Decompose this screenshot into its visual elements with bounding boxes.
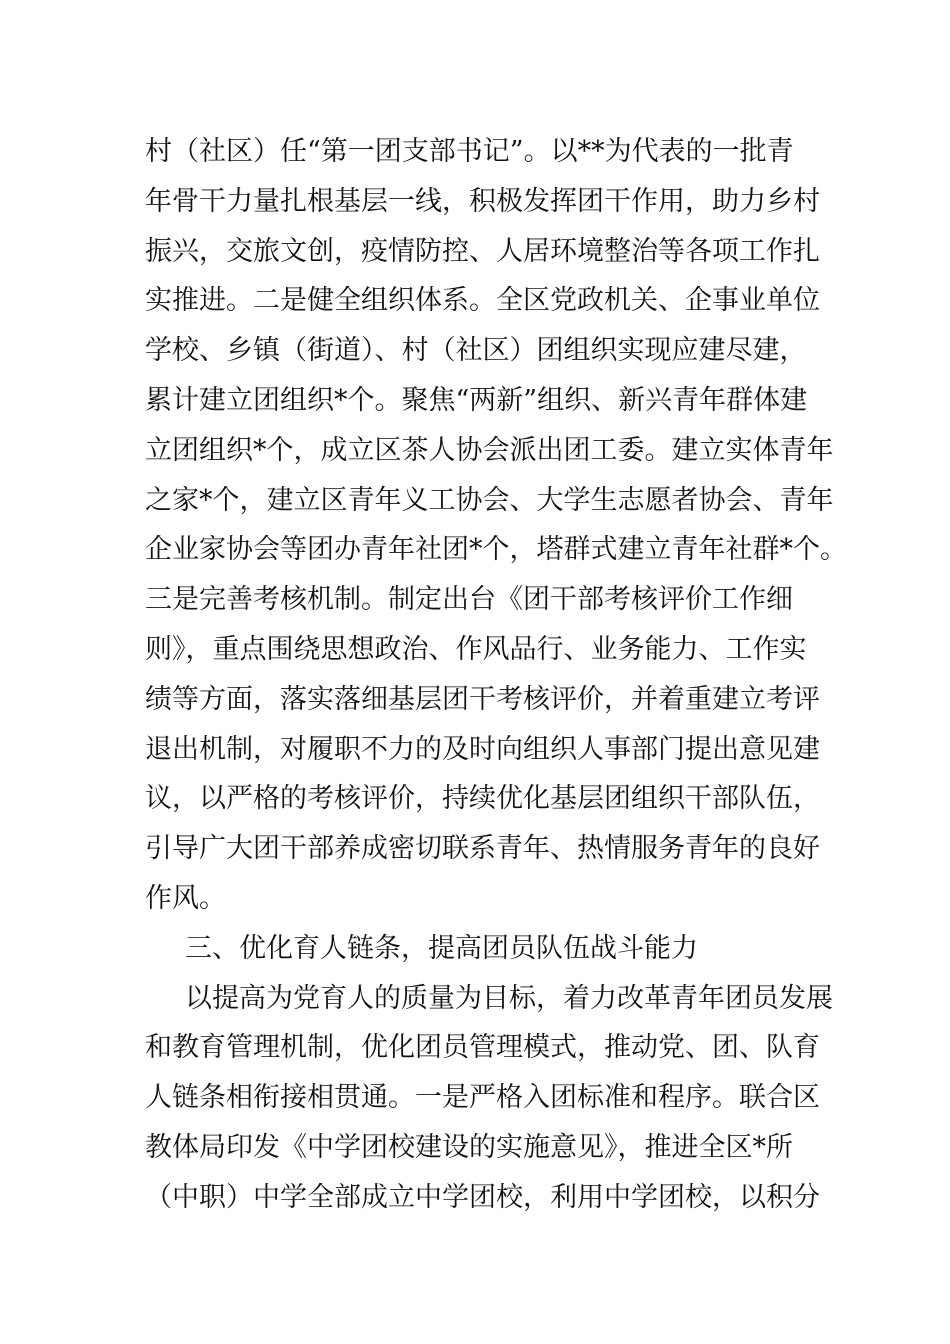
text-line: 人链条相衔接相贯通。一是严格入团标准和程序。联合区	[145, 1082, 820, 1114]
text-line: 退出机制，对履职不力的及时向组织人事部门提出意见建	[145, 733, 820, 765]
text-line: 绩等方面，落实落细基层团干考核评价，并着重建立考评	[145, 683, 820, 715]
text-line: 则》，重点围绕思想政治、作风品行、业务能力、工作实	[145, 633, 807, 665]
text-line: 村（社区）任“第一团支部书记”。以**为代表的一批青	[145, 136, 794, 167]
text-line: 累计建立团组织*个。聚焦“两新”组织、新兴青年群体建	[145, 384, 808, 416]
text-line: （中职）中学全部成立中学团校，利用中学团校，以积分	[145, 1181, 820, 1213]
text-line: 学校、乡镇（街道）、村（社区）团组织实现应建尽建，	[145, 335, 807, 367]
text-line: 振兴，交旅文创，疫情防控、人居环境整治等各项工作扎	[145, 235, 820, 267]
text-line: 教体局印发《中学团校建设的实施意见》，推进全区*所	[145, 1131, 793, 1163]
text-line: 实推进。二是健全组织体系。全区党政机关、企事业单位	[145, 285, 820, 317]
text-line: 议，以严格的考核评价，持续优化基层团组织干部队伍，	[145, 783, 820, 815]
text-line: 之家*个，建立区青年义工协会、大学生志愿者协会、青年	[145, 484, 834, 516]
section-heading: 三、优化育人链条，提高团员队伍战斗能力	[185, 932, 698, 964]
text-line: 立团组织*个，成立区茶人协会派出团工委。建立实体青年	[145, 434, 834, 466]
text-line: 三是完善考核机制。制定出台《团干部考核评价工作细	[145, 584, 793, 616]
text-line: 企业家协会等团办青年社团*个，塔群式建立青年社群*个。	[145, 534, 847, 566]
body-text	[145, 127, 847, 1223]
text-line: 作风。	[145, 882, 226, 914]
text-line: 年骨干力量扎根基层一线，积极发挥团干作用，助力乡村	[145, 185, 820, 217]
text-line: 引导广大团干部养成密切联系青年、热情服务青年的良好	[145, 833, 820, 865]
text-line: 和教育管理机制，优化团员管理模式，推动党、团、队育	[145, 1032, 820, 1064]
text-line: 以提高为党育人的质量为目标，着力改革青年团员发展	[185, 982, 833, 1014]
